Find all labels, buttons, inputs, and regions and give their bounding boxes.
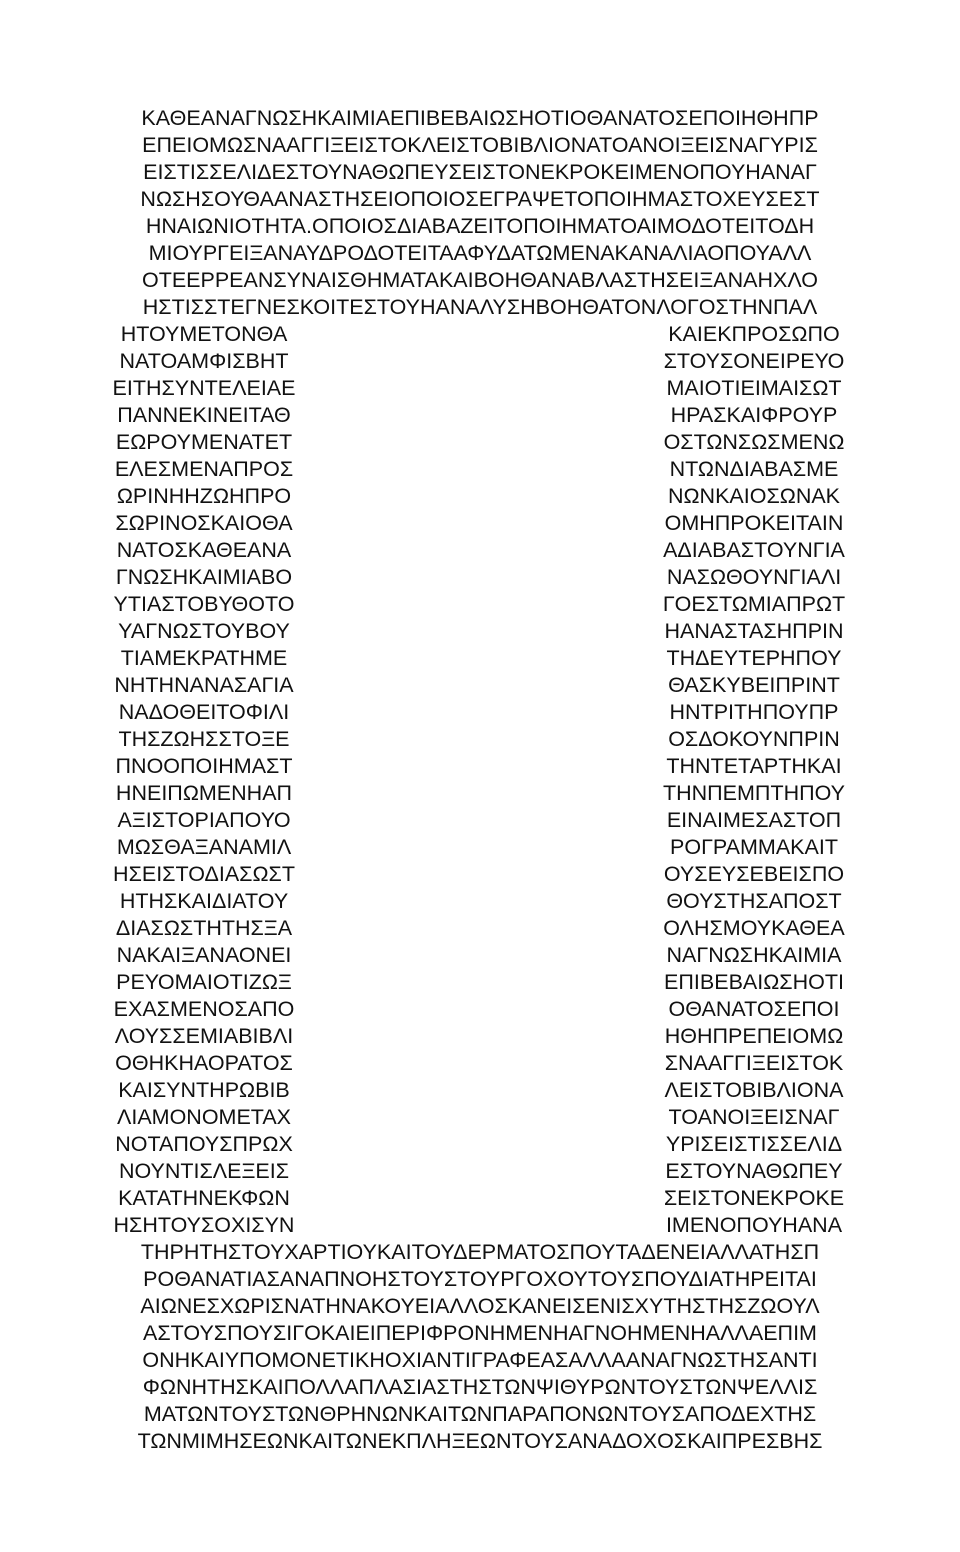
left-column-text: ΠΝΟΟΠΟΙΗΜΑΣΤ (115, 754, 293, 778)
left-column-text: ΡΕΥΟΜΑΙΟΤΙΖΩΞ (116, 970, 292, 994)
bottom-text-block (104, 1239, 856, 1455)
left-column-text: ΔΙΑΣΩΣΤΗΤΗΣΞΑ (115, 916, 293, 940)
right-column-text: ΟΜΗΠΡΟΚΕΙΤΑΙΝ (664, 511, 844, 535)
split-text-row (104, 456, 856, 483)
split-text-row (104, 1158, 856, 1185)
left-column-text: ΕΩΡΟΥΜΕΝΑΤΕΤ (115, 430, 293, 454)
text-line: ΑΙΩΝΕΣΧΩΡΙΣΝΑΤΗΝΑΚΟΥΕΙΑΛΛΟΣΚΑΝΕΙΣΕΝΙΣΧΥΤΗΣΤΗΣΖΩΟΥΛ (140, 1294, 820, 1318)
left-column-text: ΜΩΣΘΑΞΑΝΑΜΙΛ (116, 835, 292, 859)
split-text-row (104, 537, 856, 564)
text-line: ΡΟΘΑΝΑΤΙΑΣΑΝΑΠΝΟΗΣΤΟΥΣΤΟΥΡΓΟΧΟΥΤΟΥΣΠΟΥΔΙΑΤΗΡΕΙΤΑΙ (143, 1267, 817, 1291)
text-line: ΤΗΡΗΤΗΣΤΟΥΧΑΡΤΙΟΥΚΑΙΤΟΥΔΕΡΜΑΤΟΣΠΟΥΤΑΔΕΝΕΙΑΛΛΑΤΗΣΠ (140, 1240, 820, 1264)
left-column-text: ΗΣΗΤΟΥΣΟΧΙΣΥΝ (113, 1213, 295, 1237)
text-line: ΤΩΝΜΙΜΗΣΕΩΝΚΑΙΤΩΝΕΚΠΛΗΞΕΩΝΤΟΥΣΑΝΑΔΟΧΟΣΚΑΙΠΡΕΣΒΗΣ (137, 1429, 823, 1453)
left-column-text: ΗΤΟΥΜΕΤΟΝΘΑ (120, 322, 288, 346)
left-column-text: ΛΟΥΣΣΕΜΙΑΒΙΒΛΙ (114, 1024, 294, 1048)
right-column-text: ΤΗΔΕΥΤΕΡΗΠΟΥ (666, 646, 842, 670)
left-column-text: ΕΙΤΗΣΥΝΤΕΛΕΙΑΕ (112, 376, 296, 400)
split-text-row (104, 753, 856, 780)
left-column-text: ΝΟΤΑΠΟΥΣΠΡΩΧ (115, 1132, 293, 1156)
split-text-row (104, 888, 856, 915)
left-column-text: ΗΣΕΙΣΤΟΔΙΑΣΩΣΤ (113, 862, 295, 886)
left-column-text: ΝΑΤΟΑΜΦΙΣΒΗΤ (119, 349, 289, 373)
right-column-text: ΟΥΣΕΥΣΕΒΕΙΣΠΟ (663, 862, 845, 886)
text-line: ΟΤΕΕΡΡΕΑΝΣΥΝΑΙΣΘΗΜΑΤΑΚΑΙΒΟΗΘΑΝΑΒΛΑΣΤΗΣΕΙΞΑΝΑΗΧΛΟ (141, 268, 819, 292)
right-column-text: ΟΣΔΟΚΟΥΝΠΡΙΝ (668, 727, 840, 751)
text-line: ΗΣΤΙΣΣΤΕΓΝΕΣΚΟΙΤΕΣΤΟΥΗΑΝΑΛΥΣΗΒΟΗΘΑΤΟΝΛΟΓΟΣΤΗΝΠΑΛ (142, 295, 818, 319)
left-column-text: ΟΘΗΚΗΑΟΡΑΤΟΣ (115, 1051, 293, 1075)
text-line: ΚΑΘΕΑΝΑΓΝΩΣΗΚΑΙΜΙΑΕΠΙΒΕΒΑΙΩΣΗΟΤΙΟΘΑΝΑΤΟΣΕΠΟΙΗΘΗΠΡ (141, 106, 819, 130)
right-column-text: ΗΑΝΑΣΤΑΣΗΠΡΙΝ (664, 619, 844, 643)
left-column-text: ΗΝΕΙΠΩΜΕΝΗΑΠ (115, 781, 293, 805)
split-text-row (104, 969, 856, 996)
split-text-row (104, 915, 856, 942)
split-text-row (104, 375, 856, 402)
split-text-row (104, 861, 856, 888)
left-column-text: ΝΟΥΝΤΙΣΛΕΞΕΙΣ (118, 1159, 290, 1183)
left-column-text: ΚΑΤΑΤΗΝΕΚΦΩΝ (118, 1186, 290, 1210)
split-text-row (104, 645, 856, 672)
left-column-text: ΛΙΑΜΟΝΟΜΕΤΑΧ (116, 1105, 292, 1129)
right-column-text: ΣΕΙΣΤΟΝΕΚΡΟΚΕ (663, 1186, 845, 1210)
right-column-text: ΛΕΙΣΤΟΒΙΒΛΙΟΝΑ (664, 1078, 844, 1102)
left-column-text: ΣΩΡΙΝΟΣΚΑΙΟΘΑ (115, 511, 293, 535)
split-text-row (104, 834, 856, 861)
right-column-text: ΘΑΣΚΥΒΕΙΠΡΙΝΤ (668, 673, 840, 697)
right-column-text: ΕΙΝΑΙΜΕΣΑΣΤΟΠ (666, 808, 842, 832)
right-column-text: ΕΣΤΟΥΝΑΘΩΠΕΥ (665, 1159, 843, 1183)
split-text-row (104, 996, 856, 1023)
right-column-text: ΑΔΙΑΒΑΣΤΟΥΝΓΙΑ (663, 538, 845, 562)
split-text-row (104, 942, 856, 969)
split-text-row (104, 429, 856, 456)
right-column-text: ΟΣΤΩΝΣΩΣΜΕΝΩ (663, 430, 845, 454)
right-column-text: ΤΗΝΠΕΜΠΤΗΠΟΥ (662, 781, 846, 805)
split-text-row (104, 348, 856, 375)
split-text-row (104, 402, 856, 429)
text-line: ΦΩΝΗΤΗΣΚΑΙΠΟΛΛΑΠΛΑΣΙΑΣΤΗΣΤΩΝΨΙΘΥΡΩΝΤΟΥΣΤΩΝΨΕΛΛΙΣ (142, 1375, 818, 1399)
left-column-text: ΕΧΑΣΜΕΝΟΣΑΠΟ (113, 997, 295, 1021)
right-column-text: ΗΘΗΠΡΕΠΕΙΟΜΩ (664, 1024, 844, 1048)
right-column-text: ΡΟΓΡΑΜΜΑΚΑΙΤ (670, 835, 838, 859)
split-text-row (104, 672, 856, 699)
left-column-text: ΤΙΑΜΕΚΡΑΤΗΜΕ (120, 646, 288, 670)
split-text-row (104, 780, 856, 807)
split-text-row (104, 1185, 856, 1212)
left-column-text: ΩΡΙΝΗΗΖΩΗΠΡΟ (116, 484, 292, 508)
split-text-row (104, 1212, 856, 1239)
left-column-text: ΑΞΙΣΤΟΡΙΑΠΟΥΟ (117, 808, 291, 832)
text-line: ΕΠΕΙΟΜΩΣΝΑΑΓΓΙΞΕΙΣΤΟΚΛΕΙΣΤΟΒΙΒΛΙΟΝΑΤΟΑΝΟΙΞΕΙΣΝΑΓΥΡΙΣ (142, 133, 818, 157)
right-column-text: ΘΟΥΣΤΗΣΑΠΟΣΤ (666, 889, 842, 913)
right-column-text: ΝΑΓΝΩΣΗΚΑΙΜΙΑ (666, 943, 842, 967)
right-column-text: ΟΘΑΝΑΤΟΣΕΠΟΙ (668, 997, 840, 1021)
right-column-text: ΝΤΩΝΔΙΑΒΑΣΜΕ (669, 457, 839, 481)
left-column-text: ΝΑΚΑΙΞΑΝΑΟΝΕΙ (116, 943, 292, 967)
right-column-text: ΗΝΤΡΙΤΗΠΟΥΠΡ (669, 700, 839, 724)
left-column-text: ΥΑΓΝΩΣΤΟΥΒΟΥ (118, 619, 290, 643)
split-text-row (104, 1050, 856, 1077)
right-column-text: ΗΡΑΣΚΑΙΦΡΟΥΡ (670, 403, 838, 427)
split-text-row (104, 1077, 856, 1104)
left-column-text: ΝΑΔΟΘΕΙΤΟΦΙΛΙ (118, 700, 290, 724)
right-column-text: ΥΡΙΣΕΙΣΤΙΣΣΕΛΙΔ (665, 1132, 843, 1156)
left-column-text: ΝΑΤΟΣΚΑΘΕΑΝΑ (116, 538, 292, 562)
split-text-row (104, 591, 856, 618)
right-column-text: ΣΤΟΥΣΟΝΕΙΡΕΥΟ (663, 349, 845, 373)
split-column-block (104, 321, 856, 1239)
text-line: ΝΩΣΗΣΟΥΘΑΑΝΑΣΤΗΣΕΙΟΠΟΙΟΣΕΓΡΑΨΕΤΟΠΟΙΗΜΑΣΤΟΧΕΥΣΕΣΤ (140, 187, 820, 211)
split-text-row (104, 726, 856, 753)
right-column-text: ΝΩΝΚΑΙΟΣΩΝΑΚ (667, 484, 841, 508)
split-text-row (104, 1023, 856, 1050)
split-text-row (104, 510, 856, 537)
split-text-row (104, 321, 856, 348)
left-column-text: ΠΑΝΝΕΚΙΝΕΙΤΑΘ (117, 403, 291, 427)
left-column-text: ΚΑΙΣΥΝΤΗΡΩΒΙΒ (118, 1078, 290, 1102)
left-column-text: ΗΤΗΣΚΑΙΔΙΑΤΟΥ (119, 889, 289, 913)
text-line: ΑΣΤΟΥΣΠΟΥΣΙΓΟΚΑΙΕΙΠΕΡΙΦΡΟΝΗΜΕΝΗΑΓΝΟΗΜΕΝΗΑΛΛΑΕΠΙΜ (143, 1321, 817, 1345)
concrete-poem-text (104, 105, 856, 1455)
split-text-row (104, 807, 856, 834)
right-column-text: ΓΟΕΣΤΩΜΙΑΠΡΩΤ (662, 592, 846, 616)
right-column-text: ΟΛΗΣΜΟΥΚΑΘΕΑ (663, 916, 845, 940)
text-line: ΜΙΟΥΡΓΕΙΞΑΝΑΥΔΡΟΔΟΤΕΙΤΑΑΦΥΔΑΤΩΜΕΝΑΚΑΝΑΛΙΑΟΠΟΥΑΛΛ (148, 241, 812, 265)
top-text-block (104, 105, 856, 321)
right-column-text: ΕΠΙΒΕΒΑΙΩΣΗΟΤΙ (664, 970, 844, 994)
right-column-text: ΤΗΝΤΕΤΑΡΤΗΚΑΙ (666, 754, 842, 778)
split-text-row (104, 483, 856, 510)
right-column-text: ΣΝΑΑΓΓΙΞΕΙΣΤΟΚ (664, 1051, 844, 1075)
left-column-text: ΝΗΤΗΝΑΝΑΣΑΓΙΑ (114, 673, 294, 697)
split-text-row (104, 618, 856, 645)
left-column-text: ΥΤΙΑΣΤΟΒΥΘΟΤΟ (113, 592, 295, 616)
text-line: ΜΑΤΩΝΤΟΥΣΤΩΝΘΡΗΝΩΝΚΑΙΤΩΝΠΑΡΑΠΟΝΩΝΤΟΥΣΑΠΟΔΕΧΤΗΣ (143, 1402, 817, 1426)
right-column-text: ΤΟΑΝΟΙΞΕΙΣΝΑΓ (668, 1105, 840, 1129)
left-column-text: ΓΝΩΣΗΚΑΙΜΙΑΒΟ (115, 565, 293, 589)
right-column-text: ΜΑΙΟΤΙΕΙΜΑΙΣΩΤ (666, 376, 842, 400)
text-line: ΕΙΣΤΙΣΣΕΛΙΔΕΣΤΟΥΝΑΘΩΠΕΥΣΕΙΣΤΟΝΕΚΡΟΚΕΙΜΕΝΟΠΟΥΗΑΝΑΓ (143, 160, 817, 184)
split-text-row (104, 564, 856, 591)
left-column-text: ΤΗΣΖΩΗΣΣΤΟΞΕ (118, 727, 290, 751)
split-text-row (104, 1104, 856, 1131)
split-text-row (104, 699, 856, 726)
text-line: ΗΝΑΙΩΝΙΟΤΗΤΑ.ΟΠΟΙΟΣΔΙΑΒΑΖΕΙΤΟΠΟΙΗΜΑΤΟΑΙΜΟΔΟΤΕΙΤΟΔΗ (145, 214, 815, 238)
right-column-text: ΝΑΣΩΘΟΥΝΓΙΑΛΙ (666, 565, 842, 589)
left-column-text: ΕΛΕΣΜΕΝΑΠΡΟΣ (114, 457, 294, 481)
right-column-text: ΚΑΙΕΚΠΡΟΣΩΠΟ (668, 322, 840, 346)
split-text-row (104, 1131, 856, 1158)
text-line: ΟΝΗΚΑΙΥΠΟΜΟΝΕΤΙΚΗΟΧΙΑΝΤΙΓΡΑΦΕΑΣΑΛΛΑΑΝΑΓΝΩΣΤΗΣΑΝΤΙ (142, 1348, 818, 1372)
right-column-text: ΙΜΕΝΟΠΟΥΗΑΝΑ (665, 1213, 843, 1237)
